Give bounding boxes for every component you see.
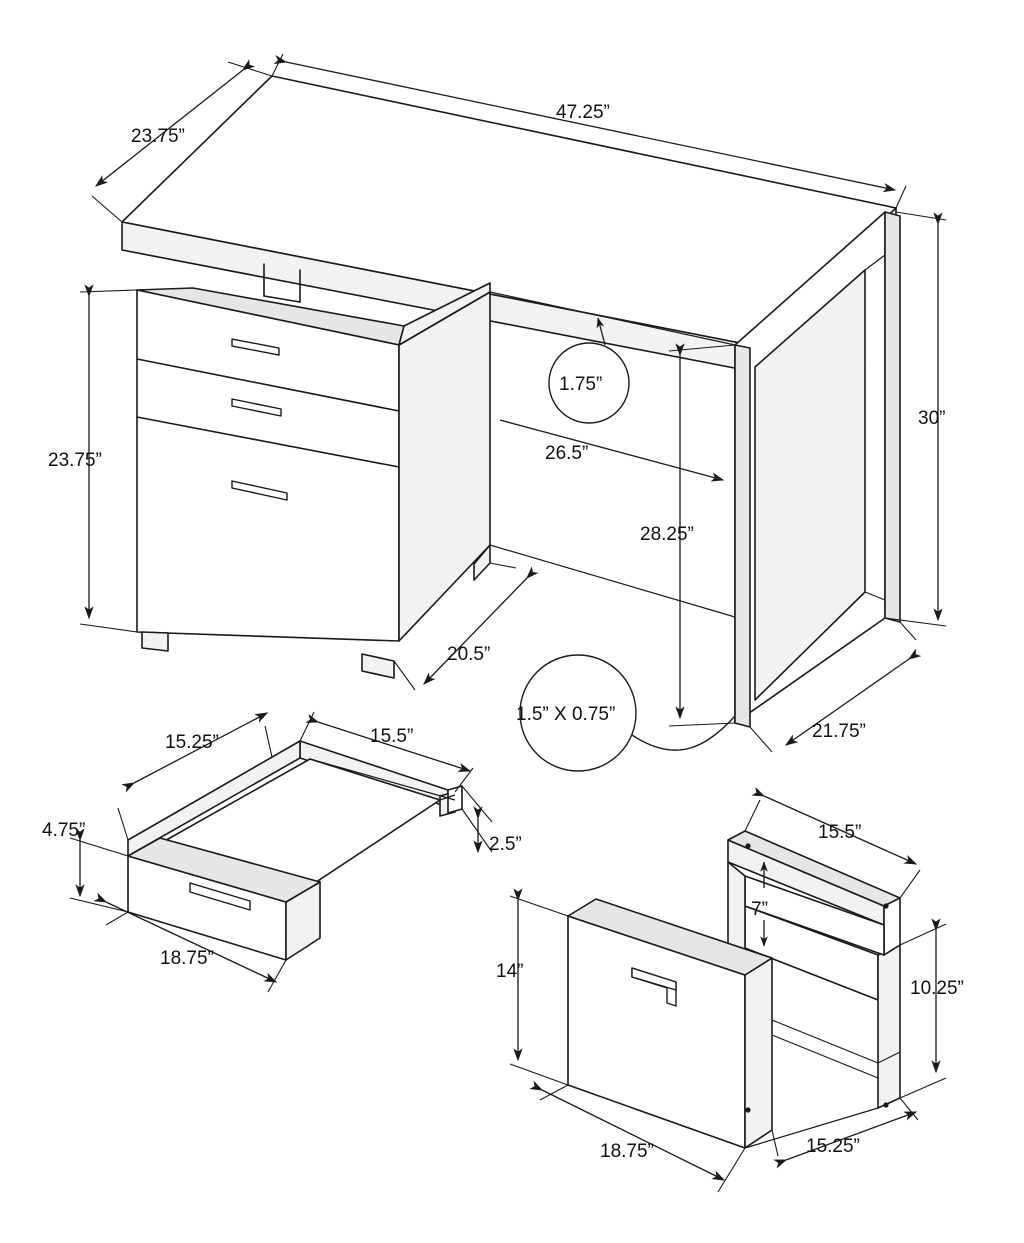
- dim-label-desk-height: 30”: [918, 408, 946, 429]
- dim-label-drawer-front-width: 18.75”: [160, 948, 214, 969]
- dim-knee-width: [500, 420, 723, 480]
- dim-label-cabinet-height: 23.75”: [48, 450, 102, 471]
- dim-file-front-height: [496, 896, 568, 1085]
- dim-label-drawer-box-height: 2.5”: [489, 834, 522, 855]
- dim-label-drawer-inner-depth: 15.25”: [165, 732, 219, 753]
- dim-label-desk-width: 47.25”: [556, 102, 610, 123]
- dim-label-file-front-width: 18.75”: [600, 1141, 654, 1162]
- callout-leg-profile: [516, 655, 735, 771]
- dim-label-drawer-front-height: 4.75”: [42, 820, 86, 841]
- dim-label-file-front-height: 14”: [496, 961, 524, 982]
- dim-knee-height: [640, 345, 735, 726]
- dim-cabinet-height: [48, 290, 137, 632]
- dim-drawer-front-height: [42, 820, 128, 912]
- file-drawer: [568, 831, 900, 1148]
- dim-label-leg-depth: 21.75”: [812, 721, 866, 742]
- dim-file-depth: [772, 1098, 918, 1160]
- dim-drawer-box-height: [462, 786, 522, 855]
- dim-label-cabinet-depth: 20.5”: [447, 644, 491, 665]
- shallow-drawer: [128, 741, 462, 960]
- dim-label-drawer-inner-width: 15.5”: [370, 726, 414, 747]
- dim-label-file-depth: 15.25”: [806, 1136, 860, 1157]
- dim-label-top-thickness: 1.75”: [559, 374, 603, 395]
- dim-label-leg-profile: 1.5” X 0.75”: [516, 704, 616, 725]
- dim-label-file-inner-height: 7”: [751, 899, 768, 920]
- dim-label-knee-width: 26.5”: [545, 443, 589, 464]
- dim-label-desk-depth: 23.75”: [131, 126, 185, 147]
- left-drawer-cabinet: [137, 264, 490, 678]
- dim-label-knee-height: 28.25”: [640, 524, 694, 545]
- dim-file-side-height: [900, 924, 964, 1098]
- dim-label-file-inner-width: 15.5”: [818, 822, 862, 843]
- dim-label-file-side-height: 10.25”: [910, 978, 964, 999]
